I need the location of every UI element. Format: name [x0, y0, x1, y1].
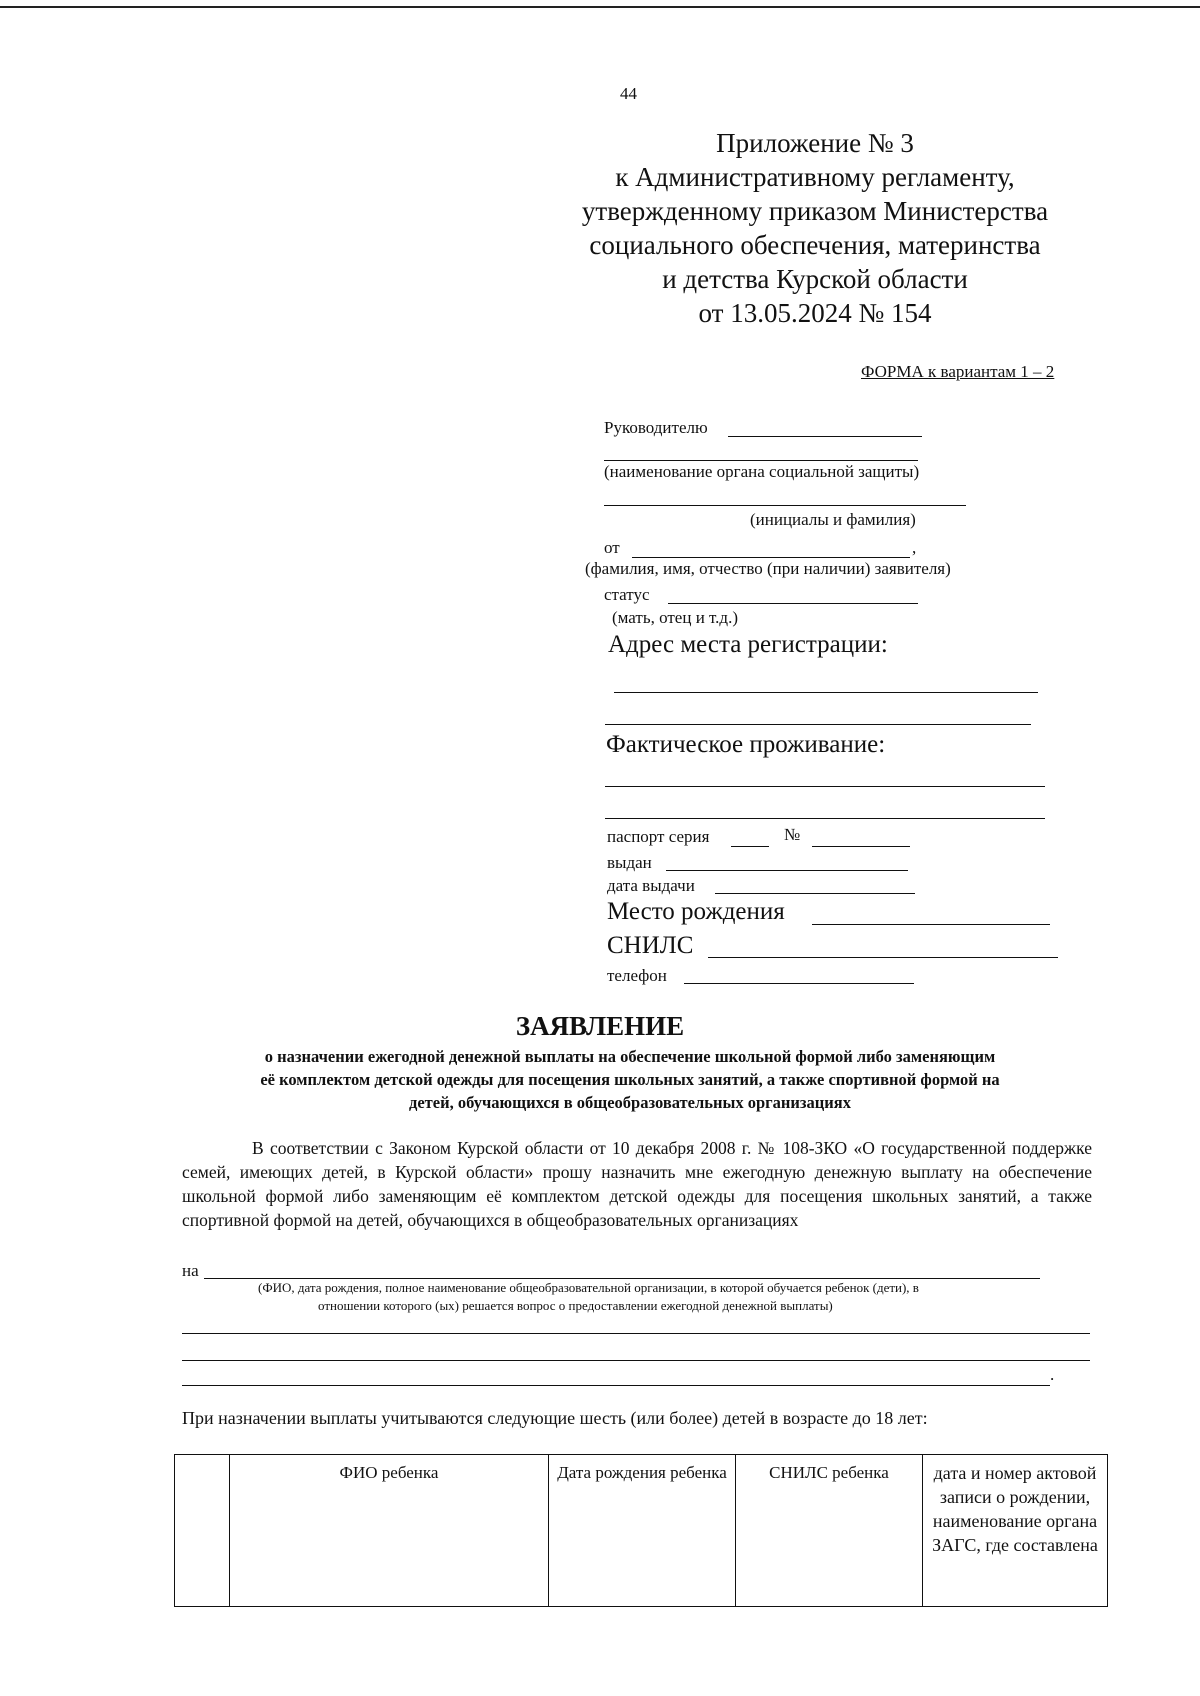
children-table — [174, 1454, 1108, 1607]
passport-number-field[interactable] — [812, 846, 910, 847]
from-label: от — [604, 538, 620, 557]
statement-subtitle-line: о назначении ежегодной денежной выплаты на обеспечение школьной формой либо заменяющим — [264, 1047, 996, 1066]
appendix-header — [555, 126, 1075, 330]
appendix-header-line: к Административному регламенту, — [615, 162, 1015, 192]
birthplace-label: Место рождения — [607, 898, 785, 925]
na-field[interactable] — [204, 1278, 1040, 1279]
issue-date-field[interactable] — [715, 893, 915, 894]
org-caption: (наименование органа социальной защиты) — [604, 462, 920, 481]
birthplace-field[interactable] — [812, 924, 1050, 925]
snils-field[interactable] — [708, 957, 1058, 958]
statement-subtitle — [150, 1045, 1110, 1114]
applicant-name-field[interactable] — [632, 557, 910, 558]
registration-address-field-1[interactable] — [614, 692, 1038, 693]
appendix-header-line: от 13.05.2024 № 154 — [698, 298, 932, 328]
statement-subtitle-line: детей, обучающихся в общеобразовательных организациях — [409, 1093, 851, 1112]
appendix-header-line: утвержденному приказом Министерства — [581, 196, 1049, 226]
phone-label: телефон — [607, 966, 667, 985]
status-caption: (мать, отец и т.д.) — [612, 608, 738, 627]
statement-body: В соответствии с Законом Курской области от 10 декабря 2008 г. № 108-ЗКО «О государственной поддержке семей, имеющих детей, в Курской области» прошу назначить мне ежегодную денежную выплату на обеспечение школьной формой либо заменяющим её комплектом детской одежды для посещения школьных занятий, а также спортивной формой на детей, обучающихся в общеобразовательных организациях — [182, 1138, 1092, 1230]
actual-address-label: Фактическое проживание: — [606, 731, 886, 758]
head-field[interactable] — [728, 436, 922, 437]
page-number: 44 — [620, 84, 637, 103]
na-label: на — [182, 1261, 199, 1280]
snils-label: СНИЛС — [607, 932, 694, 959]
passport-series-field[interactable] — [731, 846, 769, 847]
table-header-cell: СНИЛС ребенка — [736, 1455, 923, 1607]
scan-top-border — [0, 6, 1200, 8]
na-caption-2: отношении которого (ых) решается вопрос о предоставлении ежегодной денежной выплаты) — [318, 1298, 833, 1313]
status-field[interactable] — [668, 603, 918, 604]
issued-field[interactable] — [666, 870, 908, 871]
initials-field[interactable] — [604, 505, 966, 506]
actual-address-field-1[interactable] — [605, 786, 1045, 787]
table-header-cell: дата и номер актовой записи о рождении, наименование органа ЗАГС, где составлена — [923, 1455, 1108, 1607]
issue-date-label: дата выдачи — [607, 876, 695, 895]
form-variant-label: ФОРМА к вариантам 1 – 2 — [861, 362, 1055, 381]
passport-number-label: № — [784, 825, 801, 844]
head-label: Руководителю — [604, 418, 708, 437]
passport-series-label: паспорт серия — [607, 827, 710, 846]
na-caption-1: (ФИО, дата рождения, полное наименование общеобразовательной организации, в которой обучается ребенок (дети), в — [258, 1280, 919, 1295]
org-name-field[interactable] — [604, 460, 918, 461]
applicant-caption: (фамилия, имя, отчество (при наличии) заявителя) — [585, 559, 951, 578]
children-details-field-3[interactable] — [182, 1385, 1050, 1386]
table-header-cell: Дата рождения ребенка — [549, 1455, 736, 1607]
table-header-cell — [175, 1455, 230, 1607]
table-header-row — [175, 1455, 1108, 1607]
appendix-header-line: Приложение № 3 — [716, 128, 914, 158]
status-label: статус — [604, 585, 650, 604]
phone-field[interactable] — [684, 983, 914, 984]
table-header-cell: ФИО ребенка — [230, 1455, 549, 1607]
registration-address-field-2[interactable] — [605, 724, 1031, 725]
statement-subtitle-line: её комплектом детской одежды для посещения школьных занятий, а также спортивной формой на — [260, 1070, 1000, 1089]
children-details-field-2[interactable] — [182, 1360, 1090, 1361]
end-mark: . — [1050, 1365, 1055, 1384]
registration-address-label: Адрес места регистрации: — [608, 631, 888, 658]
actual-address-field-2[interactable] — [605, 818, 1045, 819]
children-details-field-1[interactable] — [182, 1333, 1090, 1334]
issued-label: выдан — [607, 853, 652, 872]
initials-caption: (инициалы и фамилия) — [750, 510, 916, 529]
from-comma: , — [912, 538, 917, 557]
appendix-header-line: и детства Курской области — [662, 264, 968, 294]
children-intro: При назначении выплаты учитываются следующие шесть (или более) детей в возрасте до 18 лет: — [182, 1408, 928, 1428]
statement-title: ЗАЯВЛЕНИЕ — [515, 1011, 685, 1041]
appendix-header-line: социального обеспечения, материнства — [589, 230, 1041, 260]
